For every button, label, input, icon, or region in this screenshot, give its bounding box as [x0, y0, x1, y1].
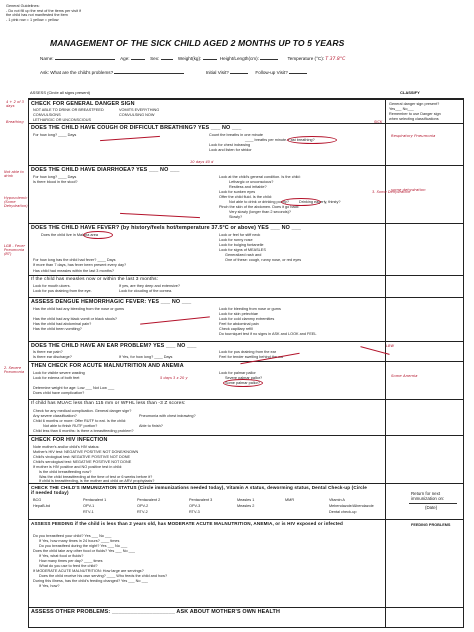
feeding-line: During this illness, has the child's feeding changed? Yes ___ No ___ — [33, 579, 148, 583]
section-dengue — [29, 297, 463, 341]
malnutrition-line: Severe palmar pallor? — [225, 376, 263, 380]
vaccine-label: RTV-1 — [83, 510, 94, 514]
muac-line: Able to finish? — [139, 424, 163, 428]
return-note: (Date) — [425, 505, 438, 510]
muac-line: Check for any medical complication. General danger sign? — [33, 409, 132, 413]
section-title: If the child has measles now or within the last 3 months: — [31, 277, 159, 282]
fever-line: Generalized rash and — [225, 253, 262, 257]
malnutrition-line: Look for edema of both feet — [33, 376, 80, 380]
malnutrition-line: Does child have complication? — [33, 391, 85, 395]
return-note: Return for next — [411, 491, 441, 496]
section-title: DOES THE CHILD HAVE DIARRHOEA? YES ___ NO ___ — [31, 167, 180, 173]
lbw-label: LBW — [386, 344, 395, 348]
vaccine-label: Vitamin A — [329, 498, 345, 502]
vaccine-label: MMR — [285, 498, 295, 502]
section-title: DOES THE CHILD HAVE AN EAR PROBLEM? YES ___ NO ___ — [31, 343, 197, 349]
diarrhoea-line: Is there blood in the stool? — [33, 180, 78, 184]
diarrhoea-line: Look for sunken eyes — [219, 190, 256, 194]
side-note: Hypovolemic (Some Dehydration) — [4, 196, 28, 209]
dengue-line: Has the child had abdominal pain? — [33, 322, 92, 326]
feeding-classify: FEEDING PROBLEMS — [411, 523, 451, 527]
vaccine-label: Mebendazole/Albendazole — [329, 504, 374, 508]
return-date-line[interactable] — [409, 503, 457, 504]
vaccine-label: Pentavalent 2 — [137, 498, 161, 502]
name-label: Name: — [40, 56, 54, 61]
guidelines-line: - 1 pink row = 1 yellow = yellow — [6, 17, 59, 22]
malnutrition-line: Some palmar pallor? — [225, 381, 261, 385]
section-title: ASSESS DENGUE HEMORRHAGIC FEVER: YES ___ NO ___ — [31, 299, 192, 305]
section-fever — [29, 223, 463, 275]
fever-line: Look for runny nose — [219, 238, 253, 242]
sick-label: SICK — [374, 120, 383, 124]
side-note: Not able to drink — [4, 170, 24, 179]
age-label: Age: — [120, 56, 130, 61]
fever-line: Look or feel for stiff neck — [219, 233, 261, 237]
hiv-line: Child's virological test: NEGATIVE POSITIVE NOT DONE — [33, 455, 131, 459]
initial-visit-field[interactable] — [230, 73, 248, 74]
fever-line: Look for signs of MEASLES — [219, 248, 266, 252]
diarrhoea-line: Offer the child fluid. Is the child: — [219, 195, 272, 199]
fast-breathing-circle — [287, 136, 337, 144]
diarrhoea-line: Slowly? — [229, 215, 243, 219]
vaccine-label: OPV-2 — [137, 504, 149, 508]
side-note: 4 + 2 of 3 days — [6, 100, 24, 109]
section-ear — [29, 341, 463, 361]
diarrhoea-line: Very slowly (longer than 2 seconds)? — [229, 210, 292, 214]
side-note: LGB - Fever Pneumonia (BT) — [4, 244, 25, 257]
followup-visit-field[interactable] — [289, 73, 307, 74]
dengue-line: Feel for abdominal pain — [219, 322, 259, 326]
classify-label: CLASSIFY — [400, 90, 420, 95]
hiv-line: Note mother's and/or child's HIV status: — [33, 445, 100, 449]
section-malnutrition — [29, 361, 463, 399]
ear-line: Look for pus draining from the ear — [219, 350, 276, 354]
temp-label: Temperature (°C): — [287, 56, 325, 61]
cough-line: ____ breaths per minute. Fast breathing? — [245, 138, 315, 142]
dengue-line: Check capillary refill — [219, 327, 253, 331]
classify-line: when selecting classifications — [389, 117, 439, 121]
name-row — [40, 56, 345, 62]
diarrhoea-line: Restless and irritable? — [229, 185, 267, 189]
fever-line: Has child had measles within the last 3 months? — [33, 269, 115, 273]
vaccine-label: Pentavalent 1 — [83, 498, 107, 502]
hiv-line: If mother is HIV positive and NO positive test in child: — [33, 465, 123, 469]
diarrhoea-line: Lethargic or unconscious? — [229, 180, 274, 184]
malnutrition-line: Look for palmar pallor — [219, 371, 256, 375]
name-field[interactable] — [55, 59, 115, 60]
muac-line: Child less than 6 months: Is there a breastfeeding problem? — [33, 429, 134, 433]
cough-line: Look for chest indrawing — [209, 143, 251, 147]
danger-sign-line: VOMITS EVERYTHING — [119, 108, 160, 112]
classify-line: General danger sign present? — [389, 102, 440, 106]
vaccine-label: Measles 2 — [237, 504, 255, 508]
temp-value: T 37.8°C — [325, 57, 346, 62]
danger-sign-line: NOT ABLE TO DRINK OR BREASTFEED — [33, 108, 104, 112]
height-label: Height/Length(cm): — [219, 56, 259, 61]
followup-visit-label: Follow-up Visit? — [255, 70, 288, 75]
feeding-line: If Yes, how many times in 24 hours? ____ times — [39, 539, 120, 543]
danger-sign-line: CONVULSIONS — [33, 113, 61, 117]
measles-line: Look for clouding of the cornea. — [119, 289, 173, 293]
feeding-line: Do you breastfeed your child? Yes ___ No ___ — [33, 534, 112, 538]
weight-field[interactable] — [203, 59, 217, 60]
diarrhoea-line: Not able to drink or drinking poorly? — [229, 200, 289, 204]
diarrhoea-line: Drinking eagerly, thirsty? — [299, 200, 341, 204]
section-feeding — [29, 519, 463, 607]
guidelines-heading: General Guidelines: — [6, 4, 40, 8]
dengue-line: Has the child been vomiting? — [33, 327, 82, 331]
dengue-line: Look for bleeding from nose or gums — [219, 307, 281, 311]
fever-line: If more than 7 days, has fever been present every day? — [33, 263, 127, 267]
hiv-line: Was the child breastfeeding at the time of test or 6 weeks before it? — [39, 475, 153, 479]
diarrhoea-line: Pinch the skin of the abdomen. Does it go back: — [219, 205, 300, 209]
section-other — [29, 607, 463, 629]
fever-line: Does the child live in Malaria area — [41, 233, 98, 237]
cough-line: For how long? ____ Days — [33, 133, 77, 137]
vaccine-label: HepaB-bd — [33, 504, 51, 508]
section-title: DOES THE CHILD HAVE COUGH OR DIFFICULT BREATHING? YES ___ NO ___ — [31, 125, 242, 131]
malnutrition-line: Determine weight for age: Low ___ Not Low ___ — [33, 386, 115, 390]
fever-line: Look for bulging fontanelle — [219, 243, 264, 247]
hiv-line: Child's serological test: NEGATIVE POSITIVE NOT DONE — [33, 460, 132, 464]
muac-line: Any severe classification? — [33, 414, 77, 418]
ear-line: Is there ear pain? — [33, 350, 63, 354]
guidelines-line: - Do not fill up the rest of the items per visit if — [6, 8, 81, 13]
section-title: CHECK THE CHILD'S IMMUNIZATION STATUS (Circle immunizations needed today), Vitamin A status, deworming status, Dental Check-up (Circle if needed today) — [31, 485, 367, 495]
fever-line: One of these: cough, runny nose, or red eyes — [225, 258, 302, 262]
vaccine-label: Pentavalent 3 — [189, 498, 213, 502]
assess-label: ASSESS (Circle all signs present) — [30, 90, 91, 95]
sex-field[interactable] — [161, 59, 173, 60]
vaccine-label: OPV-1 — [83, 504, 95, 508]
ear-line: Feel for tender swelling behind the ear — [219, 355, 284, 359]
initial-visit-label: Initial Visit? — [205, 70, 229, 75]
drinking-circle — [281, 198, 321, 206]
anemia-note: Some Anemia — [391, 373, 418, 378]
vaccine-label: Measles 1 — [237, 498, 255, 502]
section-title: CHECK FOR HIV INFECTION — [31, 437, 108, 443]
section-title: DOES THE CHILD HAVE FEVER? (by history/feels hot/temperature 37.5°C or above) YES ___ NO ___ — [31, 225, 302, 231]
vaccine-label: RTV-2 — [137, 510, 148, 514]
section-title: ASSESS OTHER PROBLEMS: ____________________ ASK ABOUT MOTHER'S OWN HEALTH — [31, 609, 280, 615]
ask-row — [40, 70, 307, 75]
section-measles — [29, 275, 463, 297]
side-note: 5 days 3 x 20 y — [160, 376, 188, 380]
hiv-line: Mother's HIV test: NEGATIVE POSITIVE NOT DONE/KNOWN — [33, 450, 139, 454]
malaria-circle — [83, 231, 113, 239]
danger-sign-line: CONVULSING NOW — [119, 113, 155, 117]
ear-line: If Yes, for how long? ____ Days — [119, 355, 173, 359]
problems-field[interactable] — [114, 73, 184, 74]
side-note: 10 days 40 d — [190, 160, 214, 164]
vaccine-label: OPV-3 — [189, 504, 201, 508]
feeding-line: If MODERATE ACUTE MALNUTRITION: How large are servings? — [33, 569, 144, 573]
feeding-line: If Yes, what food or fluids? — [39, 554, 84, 558]
vaccine-label: Dental check-up — [329, 510, 357, 514]
side-note: Breathing — [6, 120, 24, 124]
muac-line: Not able to finish RUTF portion? — [43, 424, 98, 428]
page-title: MANAGEMENT OF THE SICK CHILD AGED 2 MONTHS UP TO 5 YEARS — [50, 38, 345, 48]
classify-note: Respiratory Pneumonia — [391, 133, 436, 138]
diarrhoea-line: For how long? ____ Days — [33, 175, 77, 179]
measles-line: If yes, are they deep and extensive? — [119, 284, 181, 288]
sex-label: Sex: — [150, 56, 160, 61]
feeding-line: Does the child receive his own serving? ____ Who feeds the child and how? — [39, 574, 168, 578]
classify-line: Yes___ No___ — [389, 107, 414, 111]
pallor-circle — [223, 379, 263, 387]
section-title: CHECK FOR GENERAL DANGER SIGN — [31, 101, 135, 107]
feeding-line: If Yes, how? — [39, 584, 60, 588]
dengue-line: Do tourniquet test if no signs in ASK and LOOK and FEEL — [219, 332, 317, 336]
muac-line: Pneumonia with chest indrawing? — [139, 414, 196, 418]
feeding-line: What do you use to feed the child? — [39, 564, 98, 568]
malnutrition-note: 3. Some Dehydration — [372, 190, 411, 194]
hiv-line: Is the child breastfeeding now? — [39, 470, 92, 474]
vaccine-label: RTV-3 — [189, 510, 200, 514]
general-guidelines — [6, 4, 126, 22]
section-hiv — [29, 435, 463, 483]
diarrhoea-line: Look at the child's general condition. Is the child: — [219, 175, 301, 179]
return-note: immunization on: — [411, 496, 445, 501]
section-title: ASSESS FEEDING if the child is less than 2 years old, has MODERATE ACUTE MALNUTRITION, ANEMIA, or is HIV exposed or infected — [31, 521, 343, 526]
cough-line: Count the breaths in one minute — [209, 133, 264, 137]
guidelines-line: the child has not manifested the item — [6, 13, 68, 18]
feeding-line: Do you breastfeed during the night? Yes ___ No ___ — [39, 544, 128, 548]
ear-line: Is there ear discharge? — [33, 355, 72, 359]
feeding-line: Does the child take any other food or fluids? Yes ___ No ___ — [33, 549, 135, 553]
ask-label: Ask: What are the child's problems? — [40, 70, 114, 75]
section-title: THEN CHECK FOR ACUTE MALNUTRITION AND ANEMIA — [31, 363, 184, 369]
side-note: 2. Severe Pneumonia — [4, 366, 25, 375]
dengue-line: Has the child had any black vomit or black stools? — [33, 317, 117, 321]
section-danger-sign — [29, 99, 463, 123]
fever-line: For how long has the child had fever? ____ Days — [33, 258, 116, 262]
muac-line: Child 6 months or more: Offer RUTF to eat. Is the child: — [33, 419, 126, 423]
dehydration-note: some dehydration — [391, 187, 426, 192]
weight-label: Weight(kg): — [177, 56, 202, 61]
dengue-line: Look for skin petechiae — [219, 312, 259, 316]
cough-line: Look and listen for stridor — [209, 148, 252, 152]
section-muac — [29, 399, 463, 435]
danger-sign-line: LETHARGIC OR UNCONSCIOUS — [33, 118, 92, 122]
measles-line: Look for pus draining from the eye. — [33, 289, 92, 293]
section-immunization — [29, 483, 463, 519]
dengue-line: Look for cold clammy extremities — [219, 317, 275, 321]
hiv-line: If child is breastfeeding, is the mother and child on ARV prophylaxis? — [39, 479, 155, 483]
feeding-line: How many times per day? ____ times — [39, 559, 103, 563]
malnutrition-line: Look for visible severe wasting — [33, 371, 85, 375]
section-title: If child has MUAC less than 115 mm or WFHL less than -3 Z scores: — [31, 401, 186, 406]
vaccine-label: BCG — [33, 498, 42, 502]
section-cough — [29, 123, 463, 165]
dengue-line: Has the child had any bleeding from the nose or gums — [33, 307, 124, 311]
height-field[interactable] — [260, 59, 278, 60]
age-field[interactable] — [131, 59, 145, 60]
measles-line: Look for mouth ulcers. — [33, 284, 71, 288]
classify-line: Remember to use Danger sign — [389, 112, 441, 116]
